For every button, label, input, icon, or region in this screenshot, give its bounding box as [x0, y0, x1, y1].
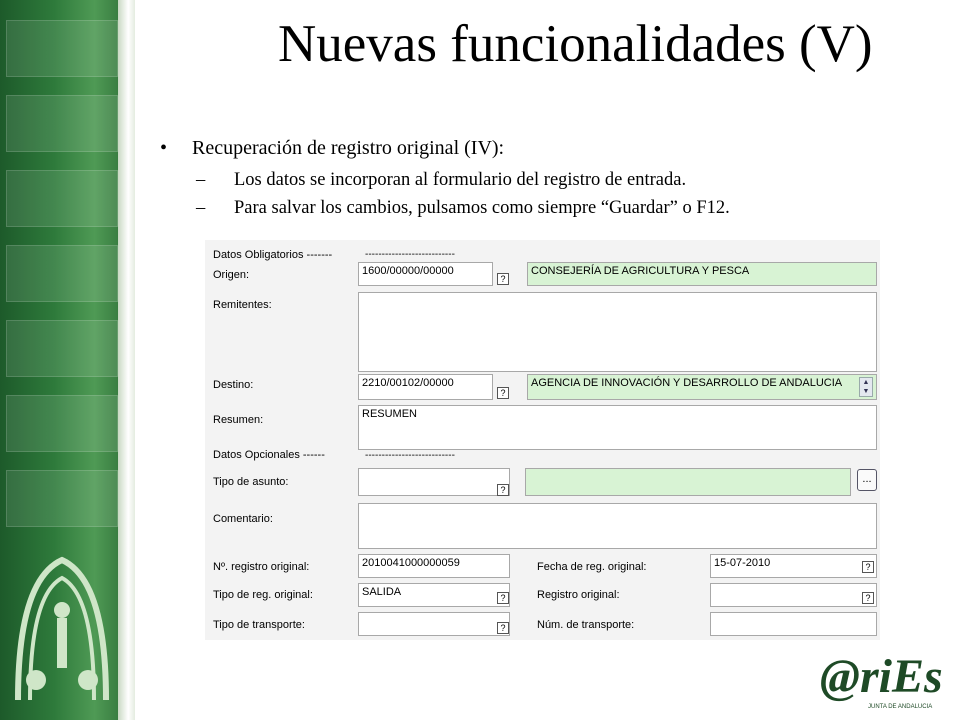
tipo-reg-help-icon[interactable]: ? [497, 592, 509, 604]
resumen-field[interactable]: RESUMEN [358, 405, 877, 450]
num-transporte-field[interactable] [710, 612, 877, 636]
tipo-asunto-label: Tipo de asunto: [213, 476, 289, 488]
decor-tile [6, 470, 118, 527]
bullet-text: Recuperación de registro original (IV): [192, 137, 505, 159]
tipo-transporte-field[interactable] [358, 612, 510, 636]
origen-name-field[interactable]: CONSEJERÍA DE AGRICULTURA Y PESCA [527, 262, 877, 286]
slide-title: Nuevas funcionalidades (V) [278, 15, 873, 73]
fecha-help-icon[interactable]: ? [862, 561, 874, 573]
tipo-reg-field[interactable]: SALIDA [358, 583, 510, 607]
logo-text: @riEs [820, 650, 943, 703]
scroll-up-icon[interactable]: ▲ [862, 379, 870, 386]
registro-original-label: Registro original: [537, 589, 620, 601]
sub-bullet-text: Los datos se incorporan al formulario del registro de entrada. [234, 170, 687, 190]
sub-bullet-item [196, 170, 686, 191]
side-divider [118, 0, 135, 720]
remitentes-field[interactable] [358, 292, 877, 372]
sub-bullet-item [196, 198, 730, 219]
registro-original-field[interactable] [710, 583, 877, 607]
scroll-down-icon[interactable]: ▼ [862, 388, 870, 395]
tipo-reg-label: Tipo de reg. original: [213, 589, 313, 601]
origen-code-field[interactable]: 1600/00000/00000 [358, 262, 493, 286]
fecha-label: Fecha de reg. original: [537, 561, 647, 573]
tipo-transporte-help-icon[interactable]: ? [497, 622, 509, 634]
destino-name-field[interactable]: AGENCIA DE INNOVACIÓN Y DESARROLLO DE ANDALUCIA [527, 374, 877, 400]
comentario-field[interactable] [358, 503, 877, 549]
num-registro-field[interactable]: 2010041000000059 [358, 554, 510, 578]
tipo-asunto-help-icon[interactable]: ? [497, 484, 509, 496]
tipo-asunto-code-field[interactable] [358, 468, 510, 496]
decor-tile [6, 170, 118, 227]
registro-original-help-icon[interactable]: ? [862, 592, 874, 604]
section-required-separator: --------------------------- [365, 249, 455, 260]
andalucia-emblem-icon [8, 540, 116, 710]
section-required-label: Datos Obligatorios ------- [213, 249, 333, 261]
decor-tile [6, 395, 118, 452]
tipo-asunto-browse-button[interactable]: ... [857, 469, 877, 491]
logo-subtitle: JUNTA DE ANDALUCIA [868, 704, 933, 710]
num-registro-label: Nº. registro original: [213, 561, 310, 573]
decor-tile [6, 320, 118, 377]
section-optional-label: Datos Opcionales ------ [213, 449, 325, 461]
fecha-field[interactable]: 15-07-2010 [710, 554, 877, 578]
resumen-label: Resumen: [213, 414, 264, 426]
decor-tile [6, 20, 118, 77]
tipo-transporte-label: Tipo de transporte: [213, 619, 305, 631]
remitentes-label: Remitentes: [213, 299, 272, 311]
destino-scroll-spinner[interactable] [859, 377, 873, 397]
registry-form-screenshot [205, 240, 880, 640]
aries-logo-icon [818, 640, 953, 715]
destino-label: Destino: [213, 379, 254, 391]
comentario-label: Comentario: [213, 513, 273, 525]
tipo-asunto-name-field[interactable] [525, 468, 851, 496]
sub-bullet-dash: – [196, 198, 206, 218]
destino-code-field[interactable]: 2210/00102/00000 [358, 374, 493, 400]
sub-bullet-dash: – [196, 170, 206, 190]
origen-help-icon[interactable]: ? [497, 273, 509, 285]
num-transporte-label: Núm. de transporte: [537, 619, 635, 631]
sub-bullet-text: Para salvar los cambios, pulsamos como siempre “Guardar” o F12. [234, 198, 730, 218]
destino-help-icon[interactable]: ? [497, 387, 509, 399]
decor-tile [6, 245, 118, 302]
bullet-item [160, 137, 504, 160]
decor-tile [6, 95, 118, 152]
section-optional-separator: --------------------------- [365, 450, 455, 461]
side-decoration [0, 0, 135, 720]
bullet-dot: • [160, 137, 168, 159]
origen-label: Origen: [213, 269, 250, 281]
